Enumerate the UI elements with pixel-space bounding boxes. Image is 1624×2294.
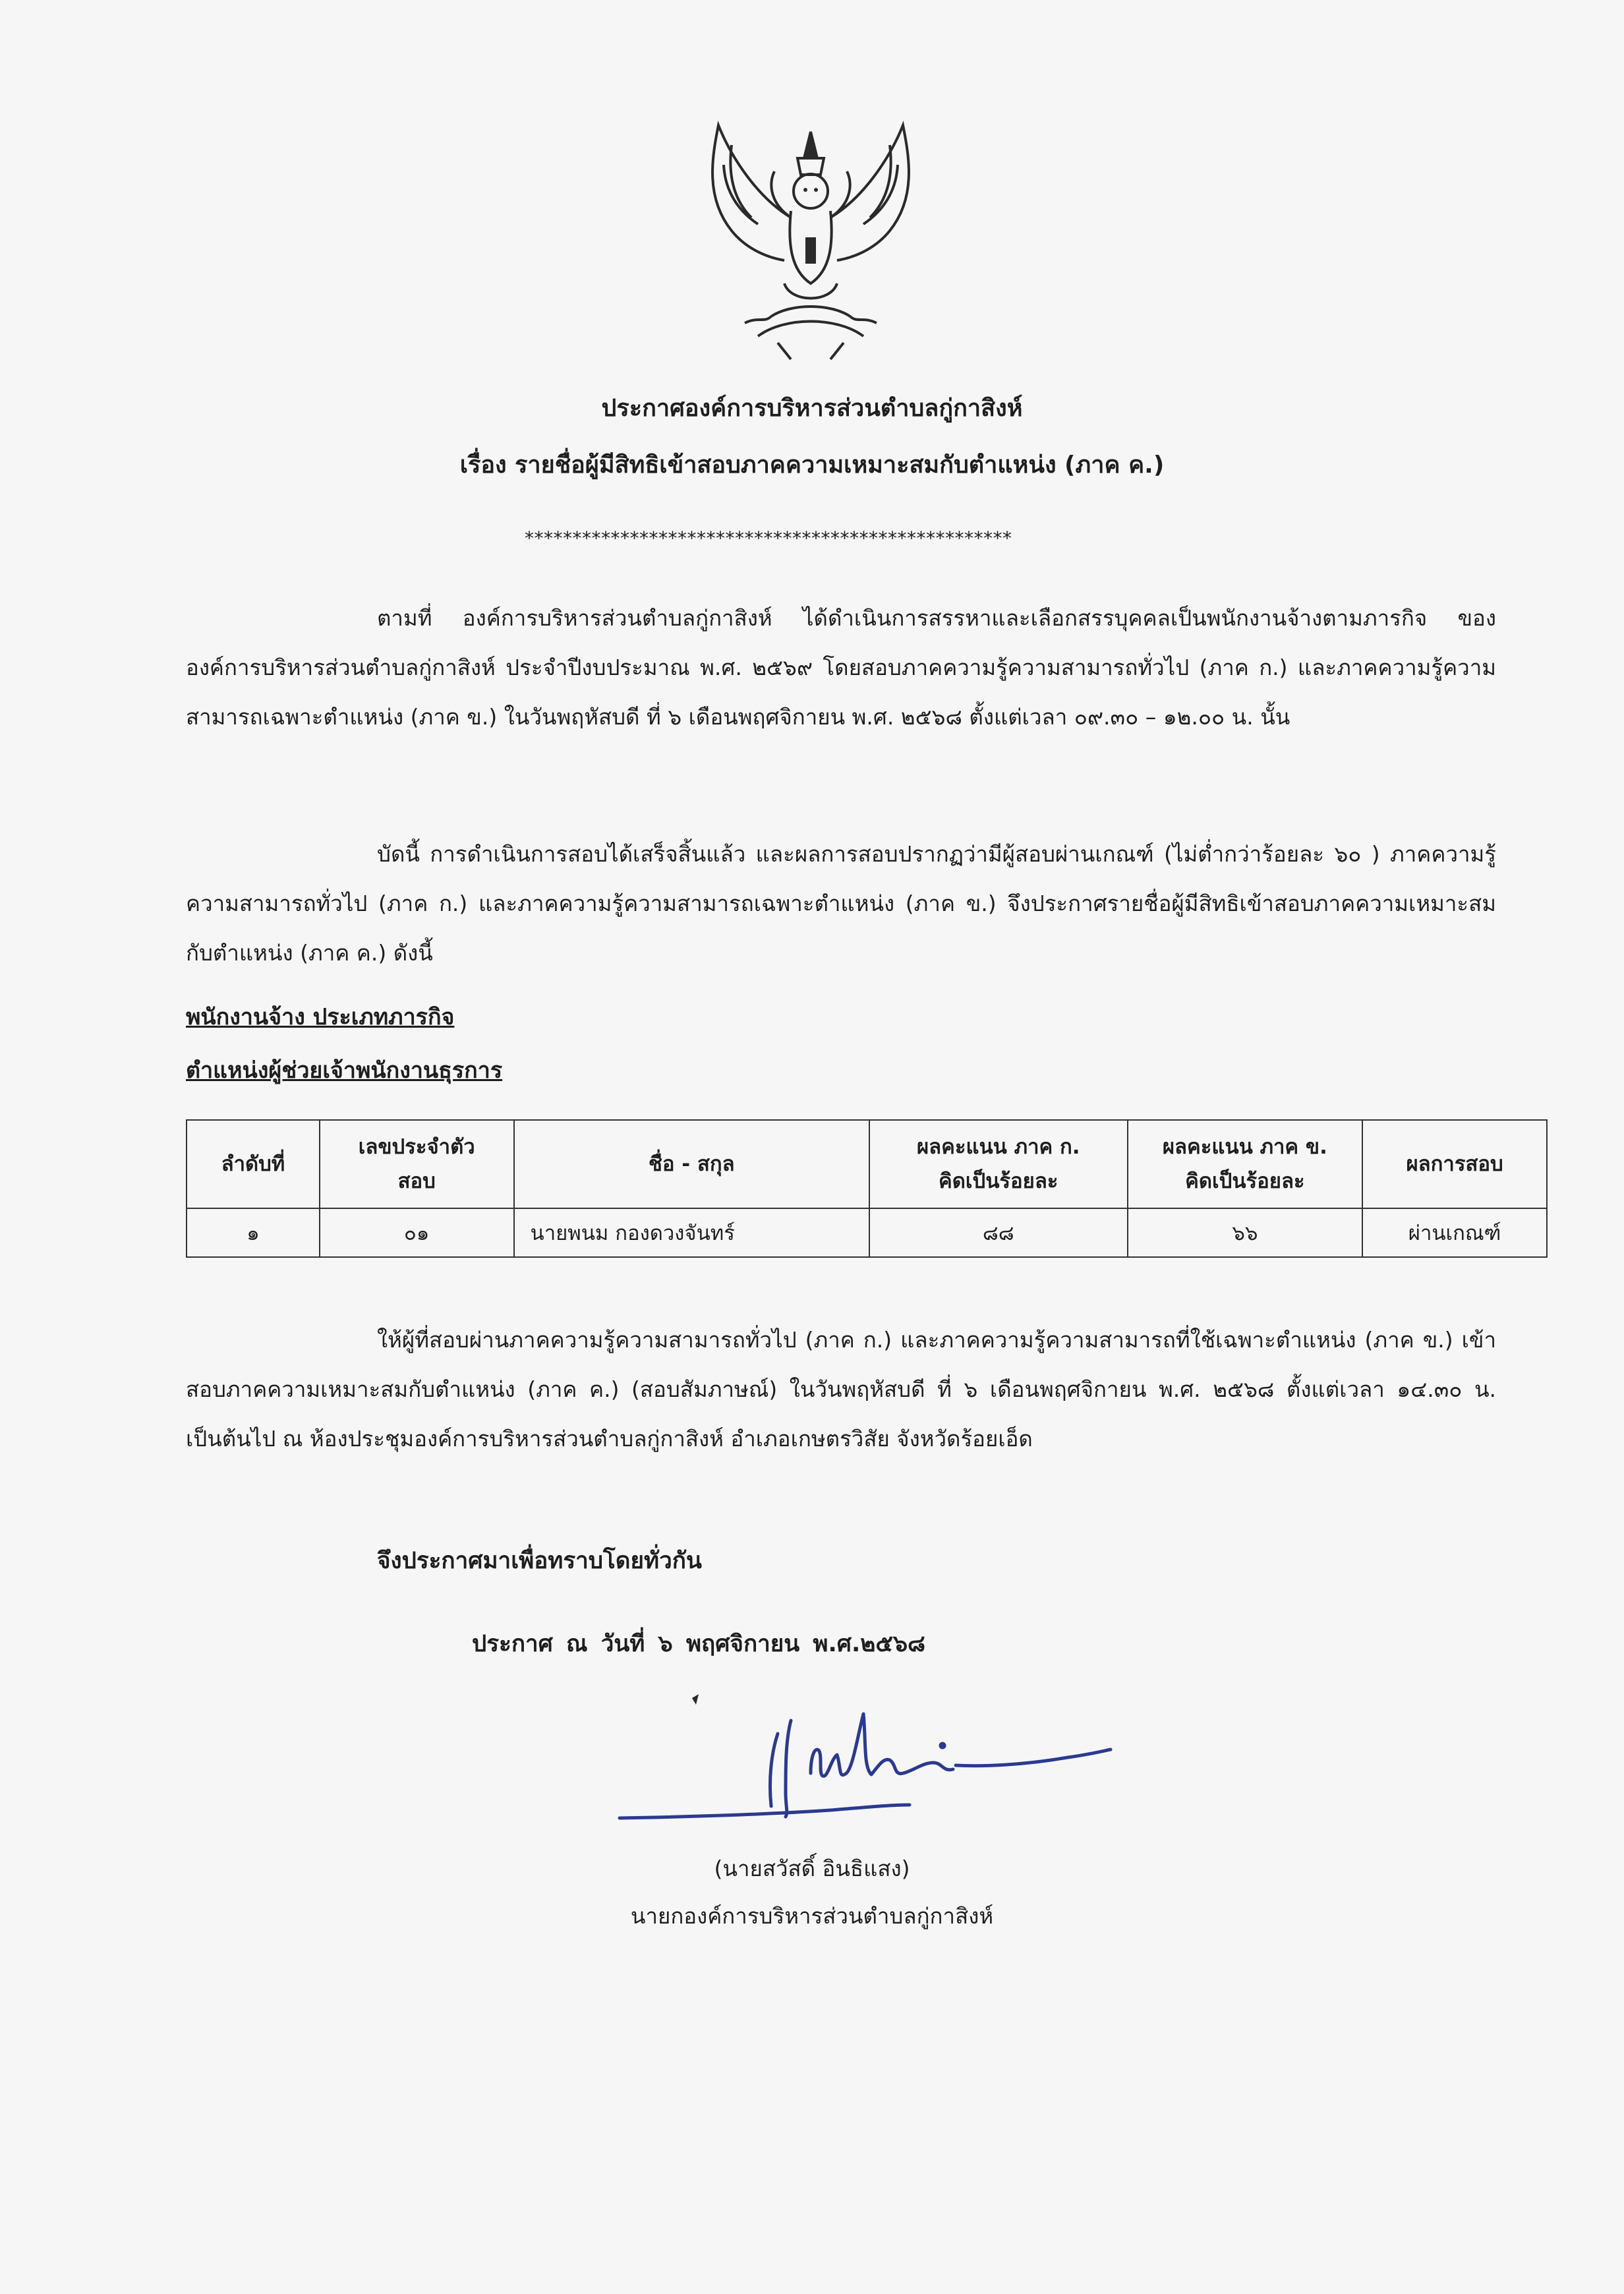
signer-title: นายกองค์การบริหารส่วนตำบลกู่กาสิงห์ <box>630 1903 994 1929</box>
signature-icon <box>613 1694 1114 1826</box>
header-exam-id-line2: สอบ <box>397 1169 436 1193</box>
results-table <box>186 1119 1548 1258</box>
header-name: ชื่อ - สกุล <box>514 1120 869 1208</box>
header-result: ผลการสอบ <box>1362 1120 1547 1208</box>
paragraph-background-text: ตามที่ องค์การบริหารส่วนตำบลกู่กาสิงห์ ได้ดำเนินการสรรหาและเลือกสรรบุคคลเป็นพนักงานจ้างตามภารกิจ ขององค์การบริหารส่วนตำบลกู่กาสิงห์ ประจำปีงบประมาณ พ.ศ. ๒๕๖๙ โดยสอบภาคความรู้ความสามารถทั่วไป (ภาค ก.) และภาคความรู้ความสามารถเฉพาะตำแหน่ง (ภาค ข.) ในวันพฤหัสบดี ที่ ๖ เดือนพฤศจิกายน พ.ศ. ๒๕๖๘ ตั้งแต่เวลา ๐๙.๓๐ – ๑๒.๐๐ น. นั้น <box>186 605 1496 730</box>
header-score-a-line1: ผลคะแนน ภาค ก. <box>916 1135 1080 1159</box>
header-score-a <box>869 1120 1128 1208</box>
header-exam-id <box>320 1120 514 1208</box>
cell-score-b: ๖๖ <box>1128 1208 1363 1257</box>
cell-exam-id: ๐๑ <box>320 1208 514 1257</box>
table-header-row <box>187 1120 1547 1208</box>
announcement-subject: เรื่อง รายชื่อผู้มีสิทธิเข้าสอบภาคความเหมาะสมกับตำแหน่ง (ภาค ค.) <box>459 452 1165 479</box>
table-row <box>187 1208 1547 1257</box>
cell-result: ผ่านเกณฑ์ <box>1362 1208 1547 1257</box>
header-no: ลำดับที่ <box>187 1120 320 1208</box>
employee-type-heading: พนักงานจ้าง ประเภทภารกิจ <box>186 1004 455 1030</box>
header-exam-id-line1: เลขประจำตัว <box>358 1135 475 1159</box>
closing-statement: จึงประกาศมาเพื่อทราบโดยทั่วกัน <box>377 1548 702 1574</box>
paragraph-interview-text: ให้ผู้ที่สอบผ่านภาคความรู้ความสามารถทั่วไป (ภาค ก.) และภาคความรู้ความสามารถที่ใช้เฉพาะตำแหน่ง (ภาค ข.) เข้าสอบภาคความเหมาะสมกับตำแหน่ง (ภาค ค.) (สอบสัมภาษณ์) ในวันพฤหัสบดี ที่ ๖ เดือนพฤศจิกายน พ.ศ. ๒๕๖๘ ตั้งแต่เวลา ๑๔.๓๐ น. เป็นต้นไป ณ ห้องประชุมองค์การบริหารส่วนตำบลกู่กาสิงห์ อำเภอเกษตรวิสัย จังหวัดร้อยเอ็ด <box>186 1327 1496 1452</box>
paragraph-result-text: บัดนี้ การดำเนินการสอบได้เสร็จสิ้นแล้ว และผลการสอบปรากฏว่ามีผู้สอบผ่านเกณฑ์ (ไม่ต่ำกว่าร้อยละ ๖๐ ) ภาคความรู้ความสามารถทั่วไป (ภาค ก.) และภาคความรู้ความสามารถเฉพาะตำแหน่ง (ภาค ข.) จึงประกาศรายชื่อผู้มีสิทธิเข้าสอบภาคความเหมาะสมกับตำแหน่ง (ภาค ค.) ดังนี้ <box>186 841 1496 966</box>
header-score-b <box>1128 1120 1363 1208</box>
announcement-title: ประกาศองค์การบริหารส่วนตำบลกู่กาสิงห์ <box>601 395 1023 422</box>
garuda-emblem-icon <box>692 119 929 363</box>
header-score-b-line2: คิดเป็นร้อยละ <box>1185 1169 1305 1193</box>
cell-name: นายพนม กองดวงจันทร์ <box>514 1208 869 1257</box>
cell-no: ๑ <box>187 1208 320 1257</box>
signer-name: (นายสวัสดิ์ อินธิแสง) <box>714 1856 910 1881</box>
paragraph-result <box>186 829 1496 978</box>
announcement-date: ประกาศ ณ วันที่ ๖ พฤศจิกายน พ.ศ.๒๕๖๘ <box>472 1631 926 1657</box>
separator-line: *************************************************** <box>525 527 1012 549</box>
paragraph-interview <box>186 1315 1496 1463</box>
header-score-a-line2: คิดเป็นร้อยละ <box>939 1169 1058 1193</box>
header-score-b-line1: ผลคะแนน ภาค ข. <box>1162 1135 1327 1159</box>
paragraph-background <box>186 593 1496 742</box>
cell-score-a: ๘๘ <box>869 1208 1128 1257</box>
position-heading: ตำแหน่งผู้ช่วยเจ้าพนักงานธุรการ <box>186 1057 503 1084</box>
